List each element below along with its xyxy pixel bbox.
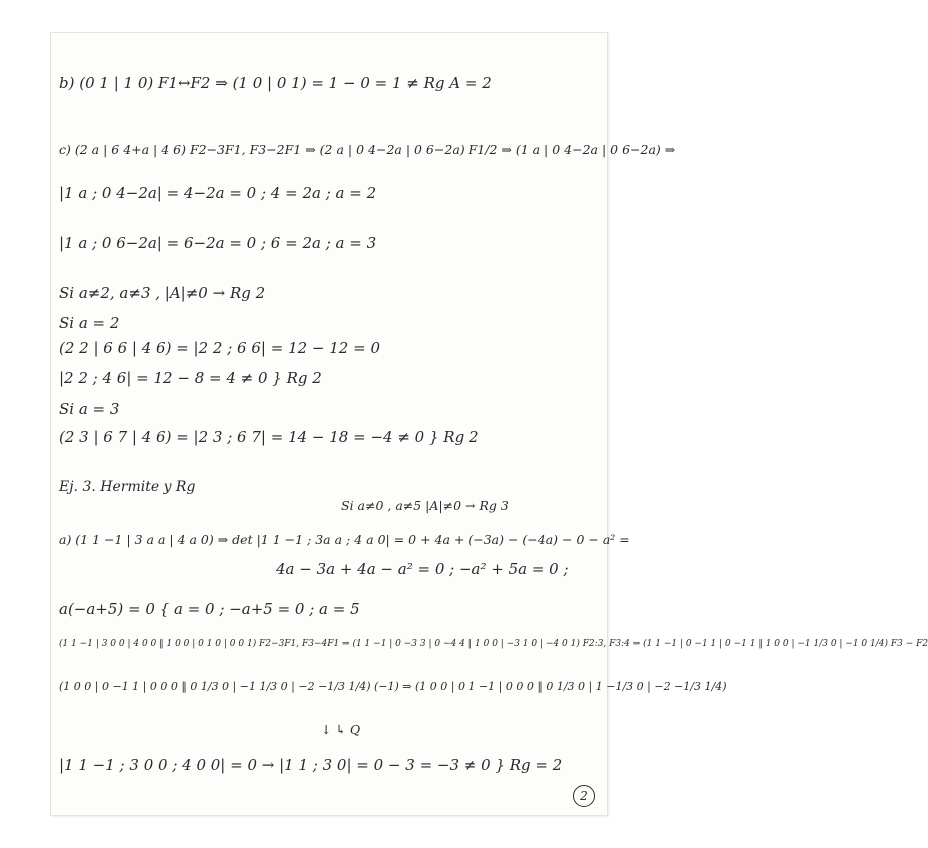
line-19-final-rank: |1 1 −1 ; 3 0 0 ; 4 0 0| = 0 → |1 1 ; 3 0| = 0 − 3 = −3 ≠ 0 } Rg = 2 [59, 756, 563, 774]
line-1-section-b: b) (0 1 | 1 0) F1↔F2 ⇒ (1 0 | 0 1) = 1 − 0 = 1 ≠ Rg A = 2 [59, 74, 492, 92]
line-4-det-a3: |1 a ; 0 6−2a| = 6−2a = 0 ; 6 = 2a ; a = 3 [59, 234, 377, 252]
line-8-case-a2-minor: |2 2 ; 4 6| = 12 − 8 = 4 ≠ 0 } Rg 2 [59, 369, 322, 387]
line-14-quadratic: 4a − 3a + 4a − a² = 0 ; −a² + 5a = 0 ; [276, 560, 569, 578]
line-12-note-rank3: Si a≠0 , a≠5 |A|≠0 → Rg 3 [341, 498, 509, 513]
line-16-hermite-step-1: (1 1 −1 | 3 0 0 | 4 0 0 ‖ 1 0 0 | 0 1 0 | 0 0 1) F2−3F1, F3−4F1 ⇒ (1 1 −1 | 0 −3 3 | 0 −4 4 ‖ 1 0 0 | −3 1 0 | −4 0 1) F2:3, F3:4 ⇒ (1 1 −1 | 0 −1 1 | 0 −1 1 ‖ 1 0 0 | −1 1/3 0 | −1 0 1/4) F3 − F2 [59, 639, 928, 649]
line-11-exercise-3-title: Ej. 3. Hermite y Rg [59, 479, 196, 495]
line-17-hermite-step-2: (1 0 0 | 0 −1 1 | 0 0 0 ‖ 0 1/3 0 | −1 1/3 0 | −2 −1/3 1/4) (−1) ⇒ (1 0 0 | 0 1 −1 | 0 0 0 ‖ 0 1/3 0 | 1 −1/3 0 | −2 −1/3 1/4) [59, 680, 727, 693]
page-number-badge: 2 [573, 785, 595, 807]
notebook-page [50, 32, 928, 816]
line-3-det-a2: |1 a ; 0 4−2a| = 4−2a = 0 ; 4 = 2a ; a = 2 [59, 184, 377, 202]
line-5-conclusion: Si a≠2, a≠3 , |A|≠0 → Rg 2 [59, 284, 266, 302]
line-9-case-a3: Si a = 3 [59, 400, 120, 418]
line-10-case-a3-det: (2 3 | 6 7 | 4 6) = |2 3 ; 6 7| = 14 − 18 = −4 ≠ 0 } Rg 2 [59, 428, 479, 446]
line-6-case-a2: Si a = 2 [59, 314, 120, 332]
line-7-case-a2-det: (2 2 | 6 6 | 4 6) = |2 2 ; 6 6| = 12 − 12 = 0 [59, 339, 380, 357]
line-13-det-expansion: a) (1 1 −1 | 3 a a | 4 a 0) ⇒ det |1 1 −1 ; 3a a ; 4 a 0| = 0 + 4a + (−3a) − (−4a) − 0 − a² = [59, 532, 630, 547]
line-2-section-c: c) (2 a | 6 4+a | 4 6) F2−3F1, F3−2F1 ⇒ (2 a | 0 4−2a | 0 6−2a) F1/2 ⇒ (1 a | 0 4−2a | 0 6−2a) ⇒ [59, 142, 676, 157]
line-15-roots: a(−a+5) = 0 { a = 0 ; −a+5 = 0 ; a = 5 [59, 600, 360, 618]
line-18-arrow-q: ↓ ↳ Q [321, 722, 361, 737]
